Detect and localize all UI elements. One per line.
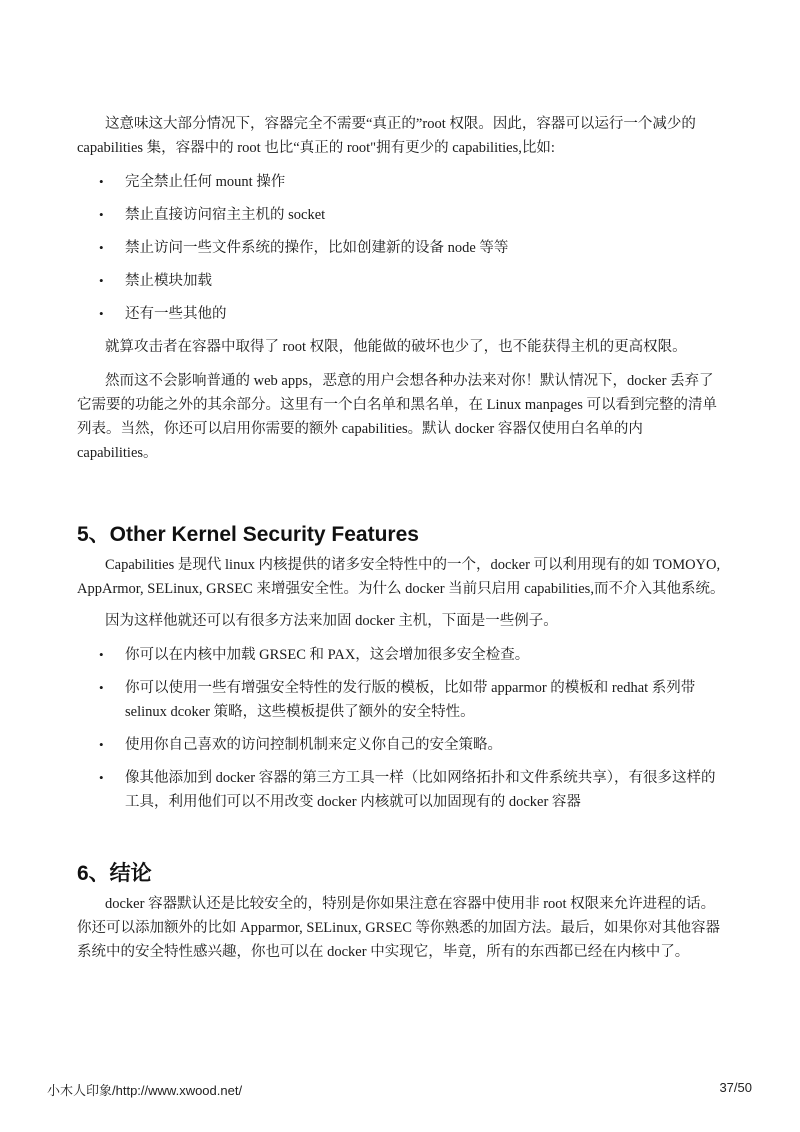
list-item: • 完全禁止任何 mount 操作 [77,170,725,194]
list-item: • 还有一些其他的 [77,302,725,326]
footer-page-number: 37/50 [719,1080,752,1095]
section-5-paragraph-1: Capabilities 是现代 linux 内核提供的诸多安全特性中的一个，docker 可以利用现有的如 TOMOYO, AppArmor, SELinux, GRSEC 来增强安全性。为什么 docker 当前只启用 capabilities,而不介入其他系统。 [77,557,725,597]
intro-paragraph-3: 然而这不会影响普通的 web apps，恶意的用户会想各种办法来对你！默认情况下，docker 丢弃了它需要的功能之外的其余部分。这里有一个白名单和黑名单，在 Linux manpages 可以看到完整的清单列表。当然，你还可以启用你需要的额外 capabilities。默认 docker 容器仅使用白名单的内 capabilities。 [77,373,717,461]
list-item: • 你可以使用一些有增强安全特性的发行版的模板，比如带 apparmor 的模板和 redhat 系列带 selinux dcoker 策略，这些模板提供了额外的安全特性。 [77,676,725,724]
document-page [77,112,725,964]
list-item: • 像其他添加到 docker 容器的第三方工具一样（比如网络拓扑和文件系统共享），有很多这样的工具，利用他们可以不用改变 docker 内核就可以加固现有的 docker 容器 [77,766,725,814]
bullet-icon: • [99,680,104,695]
bullet-icon: • [99,273,104,288]
bullet-icon: • [99,770,104,785]
section-6-paragraph-1: docker 容器默认还是比较安全的，特别是你如果注意在容器中使用非 root 权限来允许进程的话。你还可以添加额外的比如 Apparmor, SELinux, GRSEC 等你熟悉的加固方法。最后，如果你对其他容器系统中的安全特性感兴趣，你也可以在 docker 中实现它，毕竟，所有的东西都已经在内核中了。 [77,896,721,960]
bullet-icon: • [99,174,104,189]
list-item: • 你可以在内核中加载 GRSEC 和 PAX，这会增加很多安全检查。 [77,643,725,667]
footer-site-link[interactable]: 小木人印象/http://www.xwood.net/ [47,1083,243,1098]
bullet-icon: • [99,306,104,321]
list-item: • 禁止直接访问宿主主机的 socket [77,203,725,227]
list-item: • 使用你自己喜欢的访问控制机制来定义你自己的安全策略。 [77,733,725,757]
bullet-icon: • [99,647,104,662]
hardening-list [77,643,725,814]
bullet-icon: • [99,737,104,752]
list-item: • 禁止模块加载 [77,269,725,293]
section-5-heading: 5、Other Kernel Security Features [77,523,419,546]
intro-paragraph-1: 这意味这大部分情况下，容器完全不需要“真正的”root 权限。因此，容器可以运行一个减少的 capabilities 集，容器中的 root 也比“真正的 root"拥有更少的 capabilities,比如: [77,116,696,156]
section-6-heading: 6、结论 [77,862,152,885]
intro-paragraph-2: 就算攻击者在容器中取得了 root 权限，他能做的破坏也少了，也不能获得主机的更高权限。 [105,339,687,355]
section-5-paragraph-2: 因为这样他就还可以有很多方法来加固 docker 主机，下面是一些例子。 [105,613,558,629]
list-item: • 禁止访问一些文件系统的操作，比如创建新的设备 node 等等 [77,236,725,260]
bullet-icon: • [99,207,104,222]
capabilities-list [77,170,725,326]
bullet-icon: • [99,240,104,255]
page-footer [47,1080,752,1099]
